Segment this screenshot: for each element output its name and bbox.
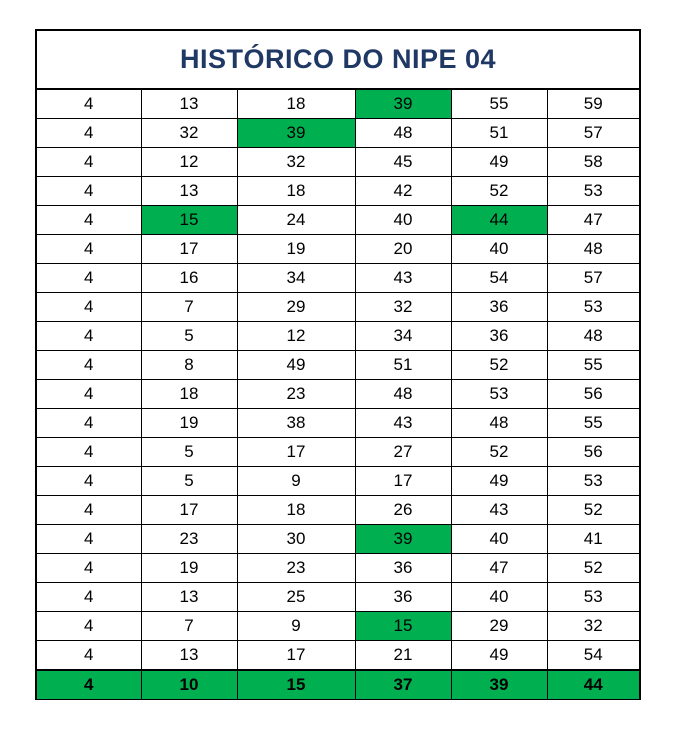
table-cell: 19 — [141, 554, 237, 583]
table-cell: 48 — [355, 380, 451, 409]
table-cell: 57 — [547, 119, 639, 148]
table-cell: 53 — [547, 467, 639, 496]
table-cell: 48 — [547, 235, 639, 264]
table-cell: 43 — [451, 496, 547, 525]
table-cell: 15 — [141, 206, 237, 235]
table-cell: 36 — [355, 583, 451, 612]
table-cell: 17 — [355, 467, 451, 496]
table-cell: 29 — [451, 612, 547, 641]
table-cell: 4 — [37, 496, 141, 525]
table-cell: 27 — [355, 438, 451, 467]
table-cell: 4 — [37, 467, 141, 496]
table-cell: 54 — [547, 641, 639, 671]
table-row — [37, 525, 639, 554]
table-cell: 43 — [355, 264, 451, 293]
table-row — [37, 438, 639, 467]
table-cell: 13 — [141, 177, 237, 206]
table-cell: 18 — [141, 380, 237, 409]
table-cell: 9 — [237, 467, 355, 496]
table-cell: 45 — [355, 148, 451, 177]
table-cell: 41 — [547, 525, 639, 554]
table-row — [37, 90, 639, 119]
table-cell: 4 — [37, 293, 141, 322]
table-cell: 26 — [355, 496, 451, 525]
table-cell: 53 — [547, 583, 639, 612]
table-cell: 48 — [355, 119, 451, 148]
table-row — [37, 554, 639, 583]
table-cell: 4 — [37, 177, 141, 206]
table-cell: 8 — [141, 351, 237, 380]
table-cell: 23 — [237, 380, 355, 409]
table-cell: 39 — [237, 119, 355, 148]
table-cell: 58 — [547, 148, 639, 177]
table-cell: 39 — [355, 525, 451, 554]
table-cell: 24 — [237, 206, 355, 235]
table-cell: 5 — [141, 467, 237, 496]
table-cell: 4 — [37, 206, 141, 235]
table-cell: 18 — [237, 177, 355, 206]
table-cell: 32 — [237, 148, 355, 177]
table-cell: 4 — [37, 409, 141, 438]
table-cell: 4 — [37, 119, 141, 148]
table-cell: 17 — [141, 496, 237, 525]
table-cell: 52 — [547, 496, 639, 525]
table-row — [37, 641, 639, 671]
table-cell: 48 — [547, 322, 639, 351]
table-cell: 19 — [141, 409, 237, 438]
table-cell: 53 — [451, 380, 547, 409]
table-row — [37, 583, 639, 612]
table-cell: 4 — [37, 235, 141, 264]
table-cell: 36 — [355, 554, 451, 583]
table-cell: 38 — [237, 409, 355, 438]
table-cell: 13 — [141, 583, 237, 612]
table-cell: 32 — [141, 119, 237, 148]
table-cell: 40 — [451, 583, 547, 612]
table-title: HISTÓRICO DO NIPE 04 — [37, 31, 639, 90]
history-table — [37, 90, 639, 699]
table-cell: 39 — [355, 90, 451, 119]
table-cell: 17 — [237, 641, 355, 671]
table-row — [37, 351, 639, 380]
table-cell: 9 — [237, 612, 355, 641]
summary-row — [37, 670, 639, 699]
table-cell: 34 — [237, 264, 355, 293]
table-cell: 42 — [355, 177, 451, 206]
table-cell: 17 — [237, 438, 355, 467]
table-cell: 59 — [547, 90, 639, 119]
table-cell: 53 — [547, 293, 639, 322]
table-cell: 4 — [37, 264, 141, 293]
table-cell: 4 — [37, 90, 141, 119]
table-cell: 23 — [237, 554, 355, 583]
history-table-frame — [35, 29, 641, 700]
table-cell: 55 — [547, 351, 639, 380]
table-cell: 43 — [355, 409, 451, 438]
table-cell: 4 — [37, 322, 141, 351]
summary-cell: 15 — [237, 670, 355, 699]
table-cell: 4 — [37, 612, 141, 641]
table-cell: 18 — [237, 496, 355, 525]
table-cell: 30 — [237, 525, 355, 554]
table-row — [37, 380, 639, 409]
table-cell: 52 — [451, 438, 547, 467]
table-cell: 56 — [547, 380, 639, 409]
table-cell: 4 — [37, 583, 141, 612]
table-cell: 20 — [355, 235, 451, 264]
table-cell: 32 — [547, 612, 639, 641]
table-cell: 52 — [547, 554, 639, 583]
table-cell: 47 — [451, 554, 547, 583]
table-cell: 5 — [141, 438, 237, 467]
table-cell: 47 — [547, 206, 639, 235]
table-cell: 34 — [355, 322, 451, 351]
table-cell: 18 — [237, 90, 355, 119]
table-row — [37, 264, 639, 293]
table-cell: 40 — [451, 525, 547, 554]
table-cell: 36 — [451, 322, 547, 351]
table-cell: 21 — [355, 641, 451, 671]
table-row — [37, 612, 639, 641]
table-cell: 40 — [451, 235, 547, 264]
table-cell: 49 — [451, 641, 547, 671]
table-cell: 54 — [451, 264, 547, 293]
table-cell: 32 — [355, 293, 451, 322]
table-cell: 40 — [355, 206, 451, 235]
table-row — [37, 322, 639, 351]
table-row — [37, 496, 639, 525]
table-cell: 51 — [355, 351, 451, 380]
table-row — [37, 177, 639, 206]
table-cell: 5 — [141, 322, 237, 351]
table-cell: 7 — [141, 293, 237, 322]
table-cell: 52 — [451, 177, 547, 206]
summary-cell: 4 — [37, 670, 141, 699]
table-cell: 49 — [451, 467, 547, 496]
table-row — [37, 235, 639, 264]
table-row — [37, 467, 639, 496]
table-body — [37, 90, 639, 699]
table-cell: 36 — [451, 293, 547, 322]
table-cell: 4 — [37, 554, 141, 583]
table-cell: 48 — [451, 409, 547, 438]
table-cell: 25 — [237, 583, 355, 612]
table-cell: 19 — [237, 235, 355, 264]
table-cell: 13 — [141, 641, 237, 671]
summary-cell: 39 — [451, 670, 547, 699]
table-cell: 49 — [451, 148, 547, 177]
table-cell: 56 — [547, 438, 639, 467]
table-cell: 16 — [141, 264, 237, 293]
table-row — [37, 293, 639, 322]
summary-cell: 44 — [547, 670, 639, 699]
table-cell: 4 — [37, 438, 141, 467]
table-cell: 12 — [237, 322, 355, 351]
table-cell: 12 — [141, 148, 237, 177]
table-cell: 57 — [547, 264, 639, 293]
table-cell: 51 — [451, 119, 547, 148]
table-cell: 53 — [547, 177, 639, 206]
table-cell: 4 — [37, 148, 141, 177]
table-row — [37, 119, 639, 148]
table-cell: 17 — [141, 235, 237, 264]
table-cell: 4 — [37, 351, 141, 380]
table-cell: 49 — [237, 351, 355, 380]
table-cell: 7 — [141, 612, 237, 641]
table-cell: 15 — [355, 612, 451, 641]
table-row — [37, 409, 639, 438]
table-cell: 13 — [141, 90, 237, 119]
table-cell: 4 — [37, 525, 141, 554]
table-cell: 23 — [141, 525, 237, 554]
table-cell: 4 — [37, 641, 141, 671]
table-cell: 29 — [237, 293, 355, 322]
summary-cell: 10 — [141, 670, 237, 699]
table-cell: 4 — [37, 380, 141, 409]
summary-cell: 37 — [355, 670, 451, 699]
table-cell: 44 — [451, 206, 547, 235]
table-cell: 55 — [547, 409, 639, 438]
table-row — [37, 206, 639, 235]
table-cell: 52 — [451, 351, 547, 380]
table-cell: 55 — [451, 90, 547, 119]
table-row — [37, 148, 639, 177]
